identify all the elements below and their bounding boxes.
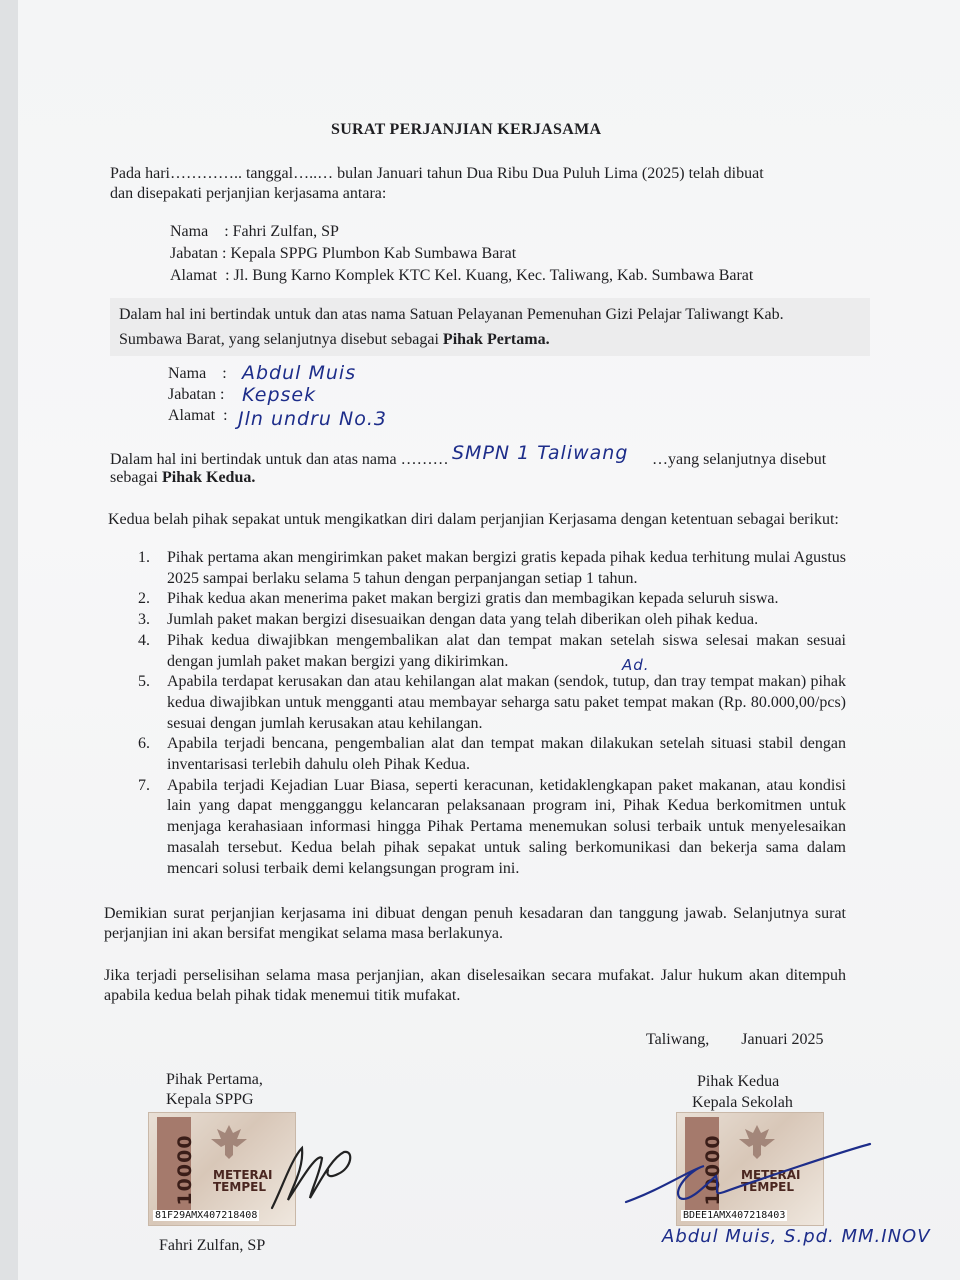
party2-jabatan-handwritten: Kepsek <box>242 384 317 406</box>
party2-statement-b: …yang selanjutnya disebut <box>652 451 827 468</box>
term-number: 6. <box>138 735 150 753</box>
term-text: Pihak kedua diwajibkan mengembalikan alat dan tempat makan setelah siswa selesai makan sesuai dengan jumlah paket makan bergizi yang dikirimkan. <box>167 631 846 670</box>
term-item <box>108 734 846 775</box>
term-item <box>108 610 846 631</box>
stamp-value: 10000 <box>174 1134 196 1206</box>
term-item <box>108 548 846 589</box>
party2-jabatan-label: Jabatan : <box>168 386 225 403</box>
left-signature-icon <box>262 1128 362 1218</box>
place-date: Taliwang, Januari 2025 <box>646 1031 824 1048</box>
party1-statement-line2 <box>119 330 550 351</box>
party2-alamat-label: Alamat : <box>168 407 228 424</box>
party2-designation: Pihak Kedua. <box>161 469 256 486</box>
term-number: 5. <box>138 673 150 691</box>
term-text: Jumlah paket makan bergizi disesuaikan dengan data yang telah diberikan oleh pihak kedua. <box>167 611 759 629</box>
stamp-label-2: TEMPEL <box>741 1180 794 1194</box>
stamp-value: 10000 <box>702 1134 724 1206</box>
party2-nama-label: Nama : <box>168 365 227 382</box>
term-item <box>108 589 846 610</box>
right-signer-title: Kepala Sekolah <box>692 1094 793 1111</box>
stamp-label-2: TEMPEL <box>213 1180 266 1194</box>
garuda-emblem-icon <box>207 1121 251 1163</box>
left-signer-name: Fahri Zulfan, SP <box>159 1237 266 1254</box>
party2-statement-text: sebagai <box>110 469 162 486</box>
party2-statement-a: Dalam hal ini bertindak untuk dan atas nama ……… <box>110 451 449 468</box>
party2-nama-handwritten: Abdul Muis <box>242 362 357 384</box>
term-item <box>108 631 846 672</box>
party1-nama: Nama : Fahri Zulfan, SP <box>170 223 339 240</box>
term-number: 7. <box>138 776 150 794</box>
term5-correction-handwritten: Ad. <box>622 656 650 674</box>
closing-paragraph-1: Demikian surat perjanjian kerjasama ini dibuat dengan penuh kesadaran dan tanggung jawab. Selanjutnya surat perjanjian ini akan bersifat mengikat selama masa berlakunya. <box>104 905 846 942</box>
term-number: 4. <box>138 631 150 649</box>
opening-line-1: Pada hari………….. tanggal…..… bulan Januari tahun Dua Ribu Dua Puluh Lima (2025) telah dibuat <box>110 165 764 182</box>
agreement-intro: Kedua belah pihak sepakat untuk mengikatkan diri dalam perjanjian Kerjasama dengan ketentuan sebagai berikut: <box>108 511 839 528</box>
term-text: Apabila terjadi bencana, pengembalian alat dan tempat makan dilakukan setelah situasi stabil dengan inventarisasi terlebih dahulu oleh Pihak Kedua. <box>167 735 846 774</box>
right-signer-name-handwritten: Abdul Muis, S.pd. MM.INOV <box>662 1226 931 1247</box>
opening-line-2: dan disepakati perjanjian kerjasama antara: <box>110 185 387 202</box>
stamp-code: 81F29AMX407218408 <box>155 1210 258 1221</box>
term-text: Pihak pertama akan mengirimkan paket makan bergizi gratis kepada pihak kedua terhitung mulai Agustus 2025 sampai berlaku selama 5 tahun dengan perpanjangan setiap 1 tahun. <box>167 549 846 587</box>
term-number: 1. <box>138 549 150 566</box>
party1-statement-text: Sumbawa Barat, yang selanjutnya disebut sebagai <box>119 331 443 348</box>
right-signature-icon <box>620 1140 880 1220</box>
term-number: 2. <box>138 590 150 608</box>
party2-alamat-handwritten: Jln undru No.3 <box>238 408 387 430</box>
term-item <box>108 672 846 734</box>
stamp-code: BDEE1AMX407218403 <box>683 1210 786 1221</box>
stamp-label-1: METERAI <box>213 1168 273 1182</box>
party2-school-handwritten: SMPN 1 Taliwang <box>452 442 629 464</box>
closing-paragraph-2: Jika terjadi perselisihan selama masa perjanjian, akan diselesaikan secara mufakat. Jalur hukum akan ditempuh apabila kedua belah pihak tidak menemui titik mufakat. <box>104 967 846 1004</box>
term-text: Apabila terjadi Kejadian Luar Biasa, seperti keracunan, ketidaklengkapan paket makanan, atau kondisi lain yang dapat mengganggu kelancaran pelaksanaan program ini, Pihak Kedua berkomitmen untuk menjaga kerahasiaan informasi hingga Pihak Pertama menemukan solusi terbaik untuk menyelesaikan masalah tersebut. Kedua belah pihak sepakat untuk saling berkomunikasi dan bekerja sama dalam mencari solusi terbaik demi kelangsungan program ini. <box>167 776 846 877</box>
term-number: 3. <box>138 611 150 629</box>
left-signer-role: Pihak Pertama, <box>166 1071 263 1088</box>
party1-statement-line1: Dalam hal ini bertindak untuk dan atas nama Satuan Pelayanan Pemenuhan Gizi Pelajar Taliwangt Kab. <box>119 306 784 323</box>
term-text: Apabila terdapat kerusakan dan atau kehilangan alat makan (sendok, tutup, dan tray tempat makan) pihak kedua diwajibkan untuk mengganti atau membayar seharga satu paket tempat makan (Rp. 80.000,00/pcs) sesuai dengan jumlah kerusakan atau kehilangan. <box>167 673 846 732</box>
terms-list <box>108 548 846 879</box>
term-item <box>108 776 846 880</box>
term-text: Pihak kedua akan menerima paket makan bergizi gratis dan membagikan kepada seluruh siswa. <box>167 590 779 608</box>
party1-alamat: Alamat : Jl. Bung Karno Komplek KTC Kel. Kuang, Kec. Taliwang, Kab. Sumbawa Barat <box>170 267 754 284</box>
party2-statement-line2 <box>110 468 255 489</box>
party1-jabatan: Jabatan : Kepala SPPG Plumbon Kab Sumbawa Barat <box>170 245 517 262</box>
right-signer-role: Pihak Kedua <box>697 1073 780 1090</box>
left-signer-title: Kepala SPPG <box>166 1091 254 1108</box>
party1-designation: Pihak Pertama. <box>442 331 550 348</box>
stamp-label-1: METERAI <box>741 1168 801 1182</box>
document-title: SURAT PERJANJIAN KERJASAMA <box>331 121 602 138</box>
